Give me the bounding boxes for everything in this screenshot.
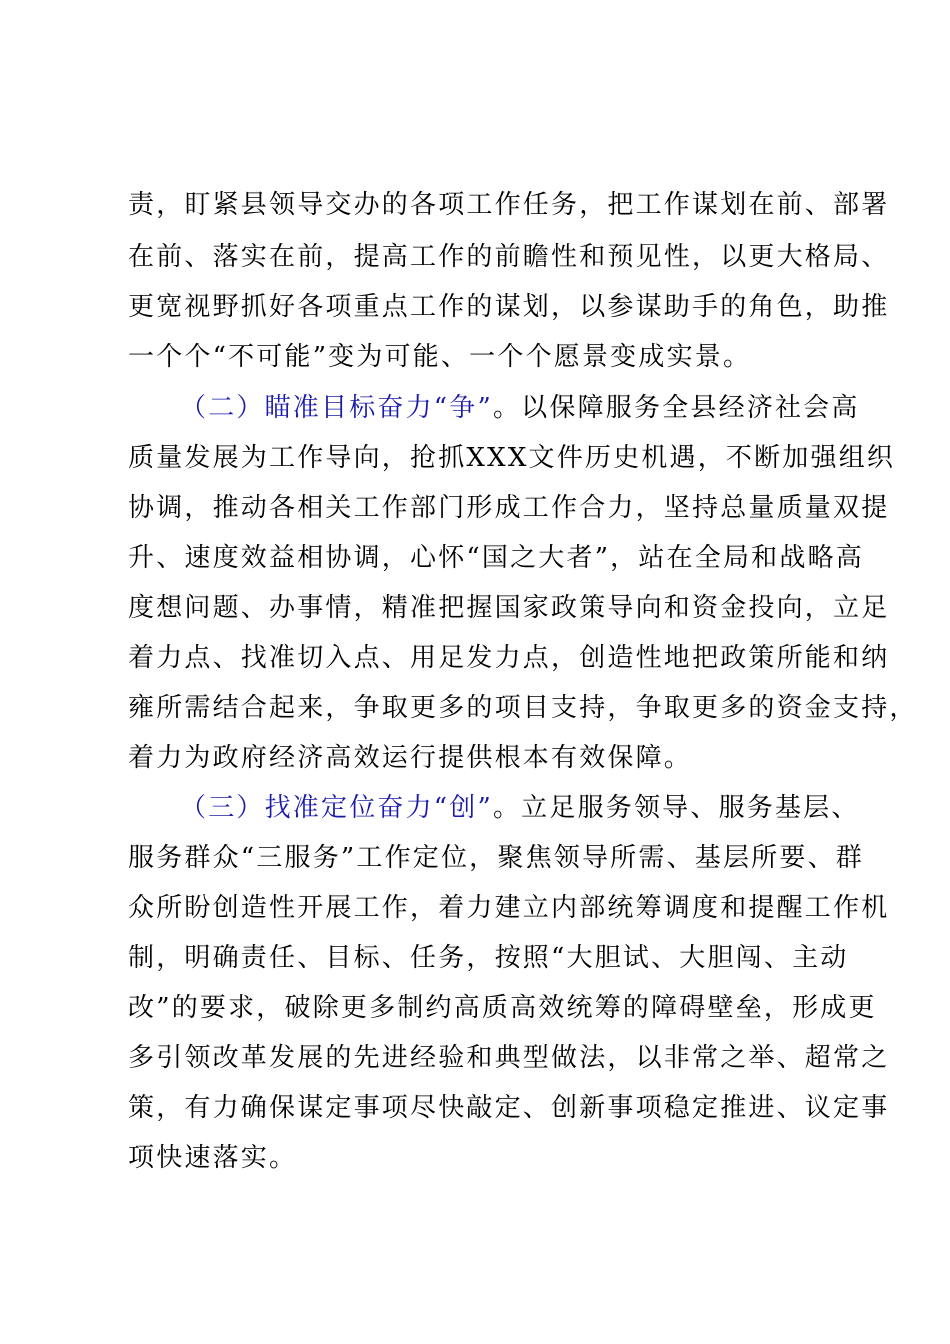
paragraph-3-line-1: 。立足服务领导、服务基层、 xyxy=(492,793,860,823)
paragraph-1-line-4: 一个个“不可能”变为可能、一个个愿景变成实景。 xyxy=(128,342,752,372)
paragraph-3-line-5: 改”的要求，破除更多制约高质高效统筹的障碍壁垒，形成更 xyxy=(128,993,877,1023)
paragraph-3-line-8: 项快速落实。 xyxy=(128,1143,298,1173)
paragraph-2-line-7: 雍所需结合起来，争取更多的项目支持，争取更多的资金支持， xyxy=(128,693,918,723)
paragraph-2-first-line xyxy=(180,393,860,423)
paragraph-2-line-8: 着力为政府经济高效运行提供根本有效保障。 xyxy=(128,743,693,773)
paragraph-2-line-3: 协调，推动各相关工作部门形成工作合力，坚持总量质量双提 xyxy=(128,493,890,523)
paragraph-3-line-6: 多引领改革发展的先进经验和典型做法，以非常之举、超常之 xyxy=(128,1043,890,1073)
paragraph-2-line-4: 升、速度效益相协调，心怀“国之大者”，站在全局和战略高 xyxy=(128,543,864,573)
paragraph-2-line-1: 。以保障服务全县经济社会高 xyxy=(492,393,860,423)
paragraph-1-line-2: 在前、落实在前，提高工作的前瞻性和预见性，以更大格局、 xyxy=(128,242,890,272)
paragraph-3-first-line xyxy=(180,793,860,823)
section-heading-2: （二）瞄准目标奋力“争” xyxy=(180,393,493,423)
paragraph-1-line-1: 责，盯紧县领导交办的各项工作任务，把工作谋划在前、部署 xyxy=(128,190,890,220)
paragraph-2-line-2: 质量发展为工作导向，抢抓XXX文件历史机遇，不断加强组织 xyxy=(128,443,896,473)
section-heading-3: （三）找准定位奋力“创” xyxy=(180,793,493,823)
paragraph-2-line-5: 度想问题、办事情，精准把握国家政策导向和资金投向，立足 xyxy=(128,593,890,623)
paragraph-3-line-4: 制，明确责任、目标、任务，按照“大胆试、大胆闯、主动 xyxy=(128,943,849,973)
paragraph-2-line-6: 着力点、找准切入点、用足发力点，创造性地把政策所能和纳 xyxy=(128,643,890,673)
paragraph-3-line-7: 策，有力确保谋定事项尽快敲定、创新事项稳定推进、议定事 xyxy=(128,1093,890,1123)
paragraph-3-line-2: 服务群众“三服务”工作定位，聚焦领导所需、基层所要、群 xyxy=(128,843,864,873)
paragraph-3-line-3: 众所盼创造性开展工作，着力建立内部统筹调度和提醒工作机 xyxy=(128,893,890,923)
paragraph-1-line-3: 更宽视野抓好各项重点工作的谋划，以参谋助手的角色，助推 xyxy=(128,292,890,322)
